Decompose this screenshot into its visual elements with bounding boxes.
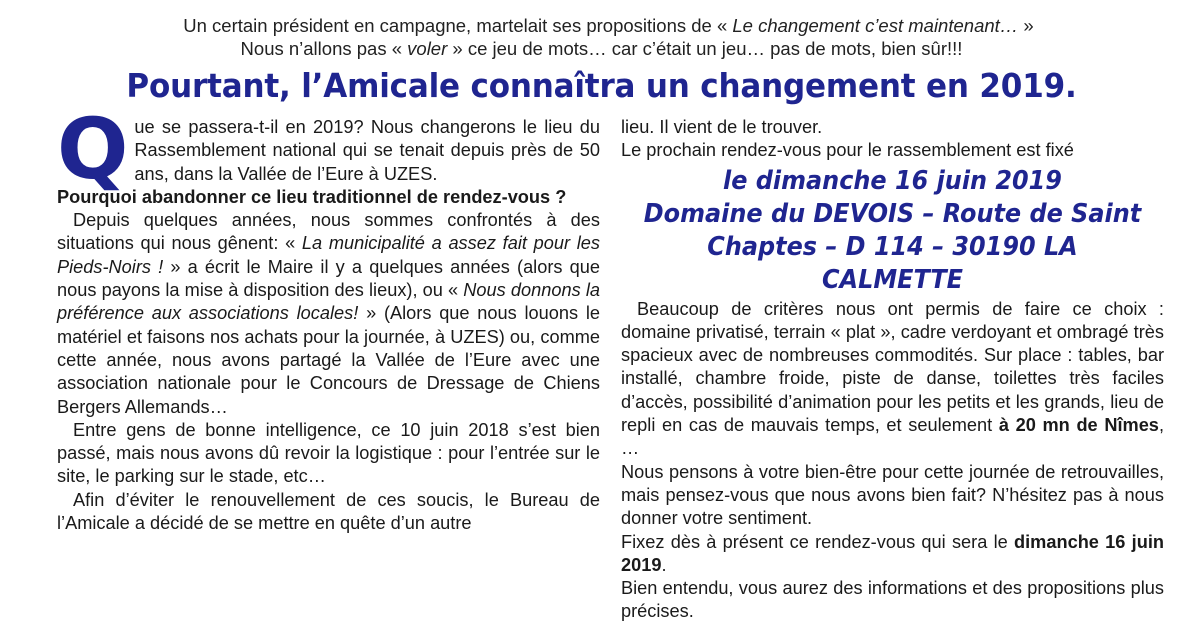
left-paragraph-2 [57,209,600,419]
distance-highlight: à 20 mn de Nîmes [998,415,1159,436]
headline: Pourtant, l’Amicale connaîtra un changement en 2019. [126,66,1077,105]
paragraph-text: , … [621,415,1164,459]
quote-mayor: La municipalité a assez fait pour les Pieds-Noirs ! [57,233,601,277]
right-paragraph-5 [621,531,1164,578]
paragraph-text: Beaucoup de critères nous ont permis de faire ce choix : domaine privatisé, terrain « plat », cadre verdoyant et ombragé très spacieux avec de nombreuses commodités. Sur place : tables, bar installé, chambre froide, piste de danse, toilettes très faciles d’accès, possibilité d’animation pour les petits et les grands, lieu de repli en cas de mauvais temps, et seulement [621,298,1164,436]
event-venue: Domaine du DEVOIS – Route de Saint [643,198,1142,229]
intro-text-part: » ce jeu de mots… car c’était un jeu… pas de mots, bien sûr!!! [447,38,963,59]
intro-text-part: Nous n’allons pas « [240,38,408,59]
date-highlight: dimanche 16 juin 2019 [621,531,1164,575]
event-address: Chaptes – D 114 – 30190 LA CALMETTE [707,231,1078,295]
paragraph-text: » (Alors que nous louons le matériel et faisons nos achats pour la journée, à UZES) ou, comme cette année, nous avons partagé la Vallée de l’Eure avec une association nationale pour le Concours de Dressage de Chiens Bergers Allemands… [57,303,601,417]
intro-line-2 [0,37,1203,60]
right-paragraph-3 [621,298,1164,461]
event-announcement [621,165,1164,297]
intro-line-1 [0,14,1203,37]
paragraph-text: » a écrit le Maire il y a quelques années (alors que nous payons la mise à disposition des lieux), ou « [57,256,600,301]
event-date: le dimanche 16 juin 2019 [723,165,1062,196]
quote-associations: Nous donnons la préférence aux associations locales! [57,280,600,324]
right-paragraph-2: Le prochain rendez-vous pour le rassemblement est fixé [621,140,1074,161]
paragraph-text: Fixez dès à présent ce rendez-vous qui sera le [621,531,1015,552]
intro-quote: Le changement c’est maintenant… [732,15,1019,36]
drop-cap: Q [57,100,129,198]
question-heading: Pourquoi abandonner ce lieu traditionnel de rendez-vous ? [57,186,567,207]
left-paragraph-4: Afin d’éviter le renouvellement de ces soucis, le Bureau de l’Amicale a décidé de se mettre en quête d’un autre [57,489,600,534]
paragraph-text: Depuis quelques années, nous sommes confrontés à des situations qui nous gênent: « [57,210,600,254]
intro-text-part: Un certain président en campagne, martelait ses propositions de « [183,15,733,36]
paragraph-text: . [661,554,667,575]
right-paragraph-4: Nous pensons à votre bien-être pour cette journée de retrouvailles, mais pensez-vous que nous avons bien fait? N’hésitez pas à nous donner votre sentiment. [621,461,1164,529]
intro-quote: voler [407,38,448,59]
intro-text [0,14,1203,60]
right-column [621,116,1164,624]
left-column [57,100,601,535]
right-paragraph-6: Bien entendu, vous aurez des informations et des propositions plus précises. [621,578,1164,622]
intro-text-part: » [1018,15,1034,36]
left-paragraph-3: Entre gens de bonne intelligence, ce 10 juin 2018 s’est bien passé, mais nous avons dû revoir la logistique : pour l’entrée sur le site, le parking sur le stade, etc… [57,419,600,487]
paragraph-text: ue se passera-t-il en 2019? Nous changerons le lieu du Rassemblement national qui se tenait depuis près de 50 ans, dans la Vallée de l’Eure à UZES. [134,117,600,184]
right-paragraph-1: lieu. Il vient de le trouver. [621,117,823,137]
